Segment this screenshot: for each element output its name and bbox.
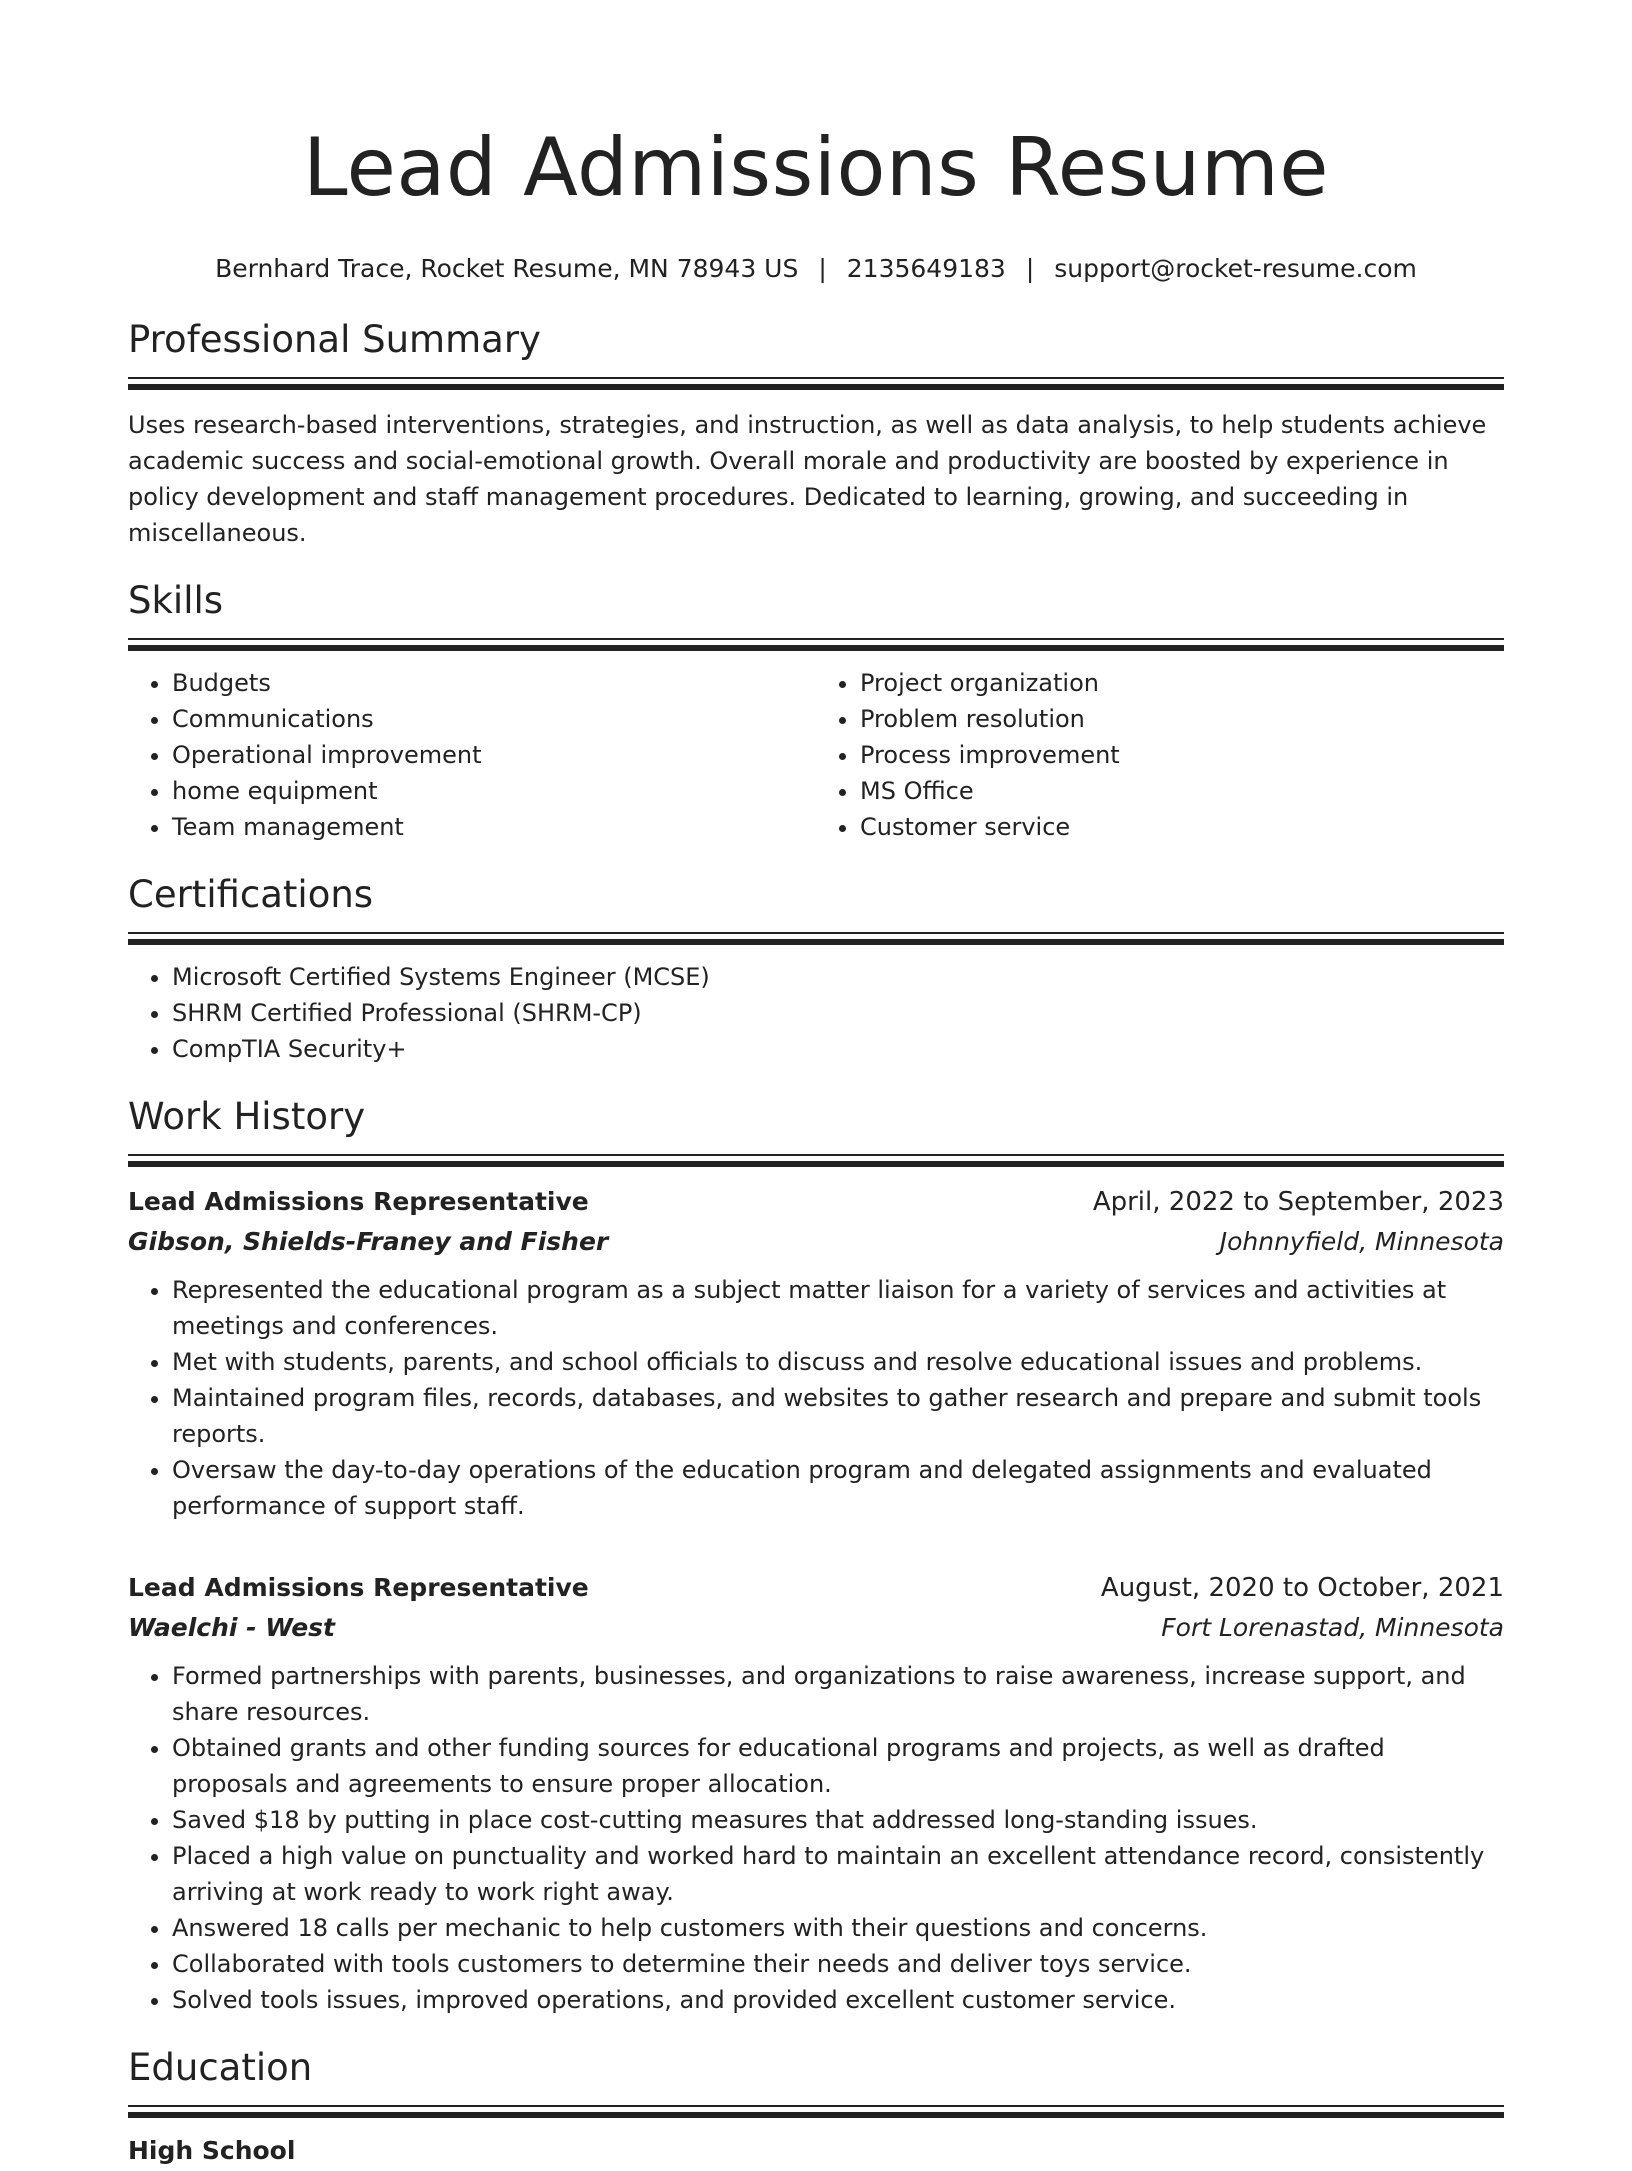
job-company: Waelchi - West	[128, 1613, 336, 1642]
certification-item: • SHRM Certified Professional (SHRM-CP)	[172, 995, 1504, 1031]
contact-phone: 2135649183	[846, 254, 1006, 283]
job-company: Gibson, Shields-Franey and Fisher	[128, 1227, 609, 1256]
education-entry-title: High School	[128, 2136, 296, 2165]
certification-item: • CompTIA Security+	[172, 1031, 1504, 1067]
certifications-list	[128, 959, 1504, 1067]
job-bullet: • Saved $18 by putting in place cost-cutting measures that addressed long-standing issues.	[172, 1802, 1504, 1838]
job-bullet: • Collaborated with tools customers to determine their needs and deliver toys service.	[172, 1946, 1504, 1982]
skill-item: • MS Office	[860, 773, 1504, 809]
job-bullets	[128, 1658, 1504, 2018]
skill-item: • Budgets	[172, 665, 816, 701]
job-subheader-row	[128, 1608, 1504, 1648]
section-divider	[128, 2105, 1504, 2117]
job-entry	[128, 1568, 1504, 2018]
skills-list-left	[128, 665, 816, 845]
job-title: Lead Admissions Representative	[128, 1187, 589, 1216]
certification-item: • Microsoft Certified Systems Engineer (MCSE)	[172, 959, 1504, 995]
skill-item: • Communications	[172, 701, 816, 737]
job-bullet: • Placed a high value on punctuality and worked hard to maintain an excellent attendance record, consistently arriving at work ready to work right away.	[172, 1838, 1504, 1910]
section-heading-skills: Skills	[128, 579, 224, 622]
skill-item: • Team management	[172, 809, 816, 845]
section-divider	[128, 932, 1504, 944]
job-bullet: • Answered 18 calls per mechanic to help customers with their questions and concerns.	[172, 1910, 1504, 1946]
section-divider	[128, 377, 1504, 389]
contact-separator: |	[818, 254, 827, 283]
job-entry	[128, 1182, 1504, 1524]
skill-item: • Project organization	[860, 665, 1504, 701]
summary-text: Uses research-based interventions, strategies, and instruction, as well as data analysis, to help students achieve academic success and social-emotional growth. Overall morale and productivity are boosted by experience in policy development and staff management procedures. Dedicated to learning, growing, and succeeding in miscellaneous.	[128, 411, 1487, 547]
skills-columns	[128, 665, 1504, 845]
skill-item: • home equipment	[172, 773, 816, 809]
job-bullets	[128, 1272, 1504, 1524]
job-bullet: • Met with students, parents, and school officials to discuss and resolve educational issues and problems.	[172, 1344, 1504, 1380]
certifications-section	[128, 871, 1504, 1067]
job-header-row	[128, 1182, 1504, 1222]
section-heading-summary: Professional Summary	[128, 318, 541, 361]
job-location: Fort Lorenastad, Minnesota	[1161, 1613, 1504, 1642]
skill-item: • Problem resolution	[860, 701, 1504, 737]
contact-email: support@rocket-resume.com	[1054, 254, 1417, 283]
section-heading-certifications: Certifications	[128, 873, 374, 916]
job-dates: August, 2020 to October, 2021	[1100, 1573, 1504, 1603]
skills-list-right	[816, 665, 1504, 845]
job-bullet: • Obtained grants and other funding sources for educational programs and projects, as well as drafted proposals and agreements to ensure proper allocation.	[172, 1730, 1504, 1802]
work-history-section	[128, 1093, 1504, 2018]
skill-item: • Operational improvement	[172, 737, 816, 773]
job-dates: April, 2022 to September, 2023	[1092, 1187, 1504, 1217]
resume-title: Lead Admissions Resume	[303, 121, 1329, 214]
job-bullet: • Solved tools issues, improved operations, and provided excellent customer service.	[172, 1982, 1504, 2018]
skill-item: • Customer service	[860, 809, 1504, 845]
contact-separator: |	[1025, 254, 1035, 283]
job-location: Johnnyfield, Minnesota	[1219, 1227, 1504, 1256]
contact-line	[128, 252, 1504, 286]
job-bullet: • Formed partnerships with parents, businesses, and organizations to raise awareness, increase support, and share resources.	[172, 1658, 1504, 1730]
skill-item: • Process improvement	[860, 737, 1504, 773]
job-subheader-row	[128, 1222, 1504, 1262]
skills-section	[128, 577, 1504, 845]
job-title: Lead Admissions Representative	[128, 1573, 589, 1602]
section-heading-work-history: Work History	[128, 1095, 366, 1138]
section-divider	[128, 638, 1504, 650]
section-divider	[128, 1154, 1504, 1166]
education-section	[128, 2044, 1504, 2171]
summary-section	[128, 316, 1504, 551]
job-bullet: • Represented the educational program as a subject matter liaison for a variety of services and activities at meetings and conferences.	[172, 1272, 1504, 1344]
section-heading-education: Education	[128, 2046, 313, 2089]
contact-address: Bernhard Trace, Rocket Resume, MN 78943 US	[215, 254, 799, 283]
job-bullet: • Maintained program files, records, databases, and websites to gather research and prepare and submit tools reports.	[172, 1380, 1504, 1452]
job-header-row	[128, 1568, 1504, 1608]
job-bullet: • Oversaw the day-to-day operations of the education program and delegated assignments and evaluated performance of support staff.	[172, 1452, 1504, 1524]
